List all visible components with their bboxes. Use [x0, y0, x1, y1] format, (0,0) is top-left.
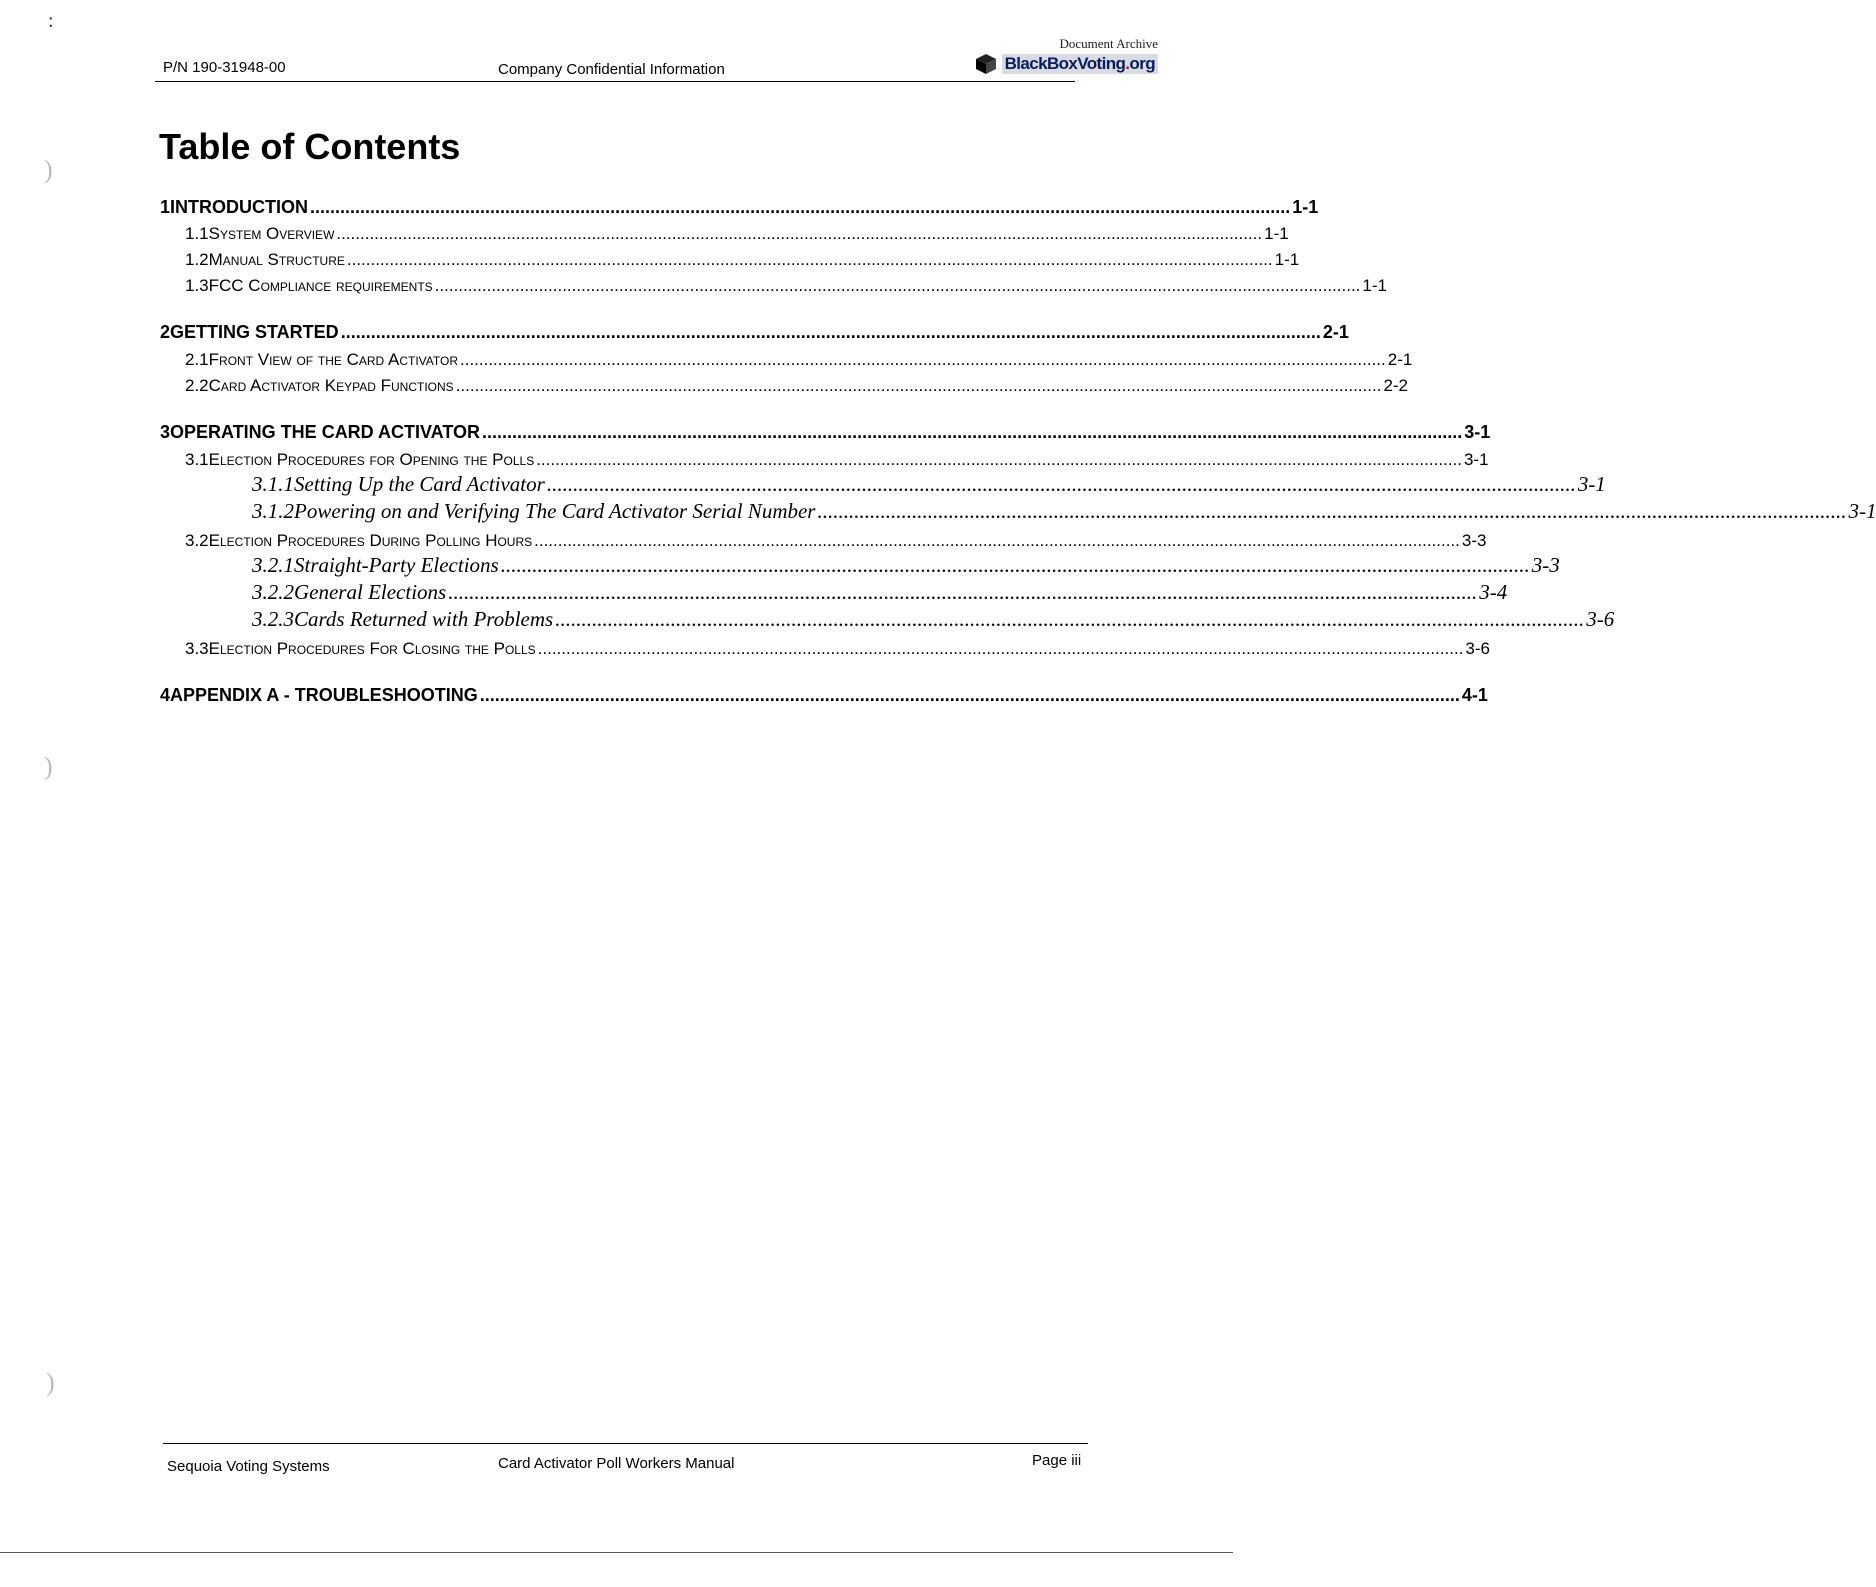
footer-page-number: Page iii: [1032, 1452, 1082, 1469]
page-title: Table of Contents: [159, 126, 461, 167]
footer-rule: [163, 1443, 1088, 1444]
toc-entry[interactable]: 3.2.2 General Elections .................................................................................................................................................................................................... 3-4: [252, 580, 1508, 604]
toc-entry[interactable]: 3.1.2 Powering on and Verifying The Card Activator Serial Number .................................................................................................................................................................................................... 3-1: [252, 499, 1876, 523]
toc-entry[interactable]: 3.3 Election Procedures For Closing the Polls .................................................................................................................................................................................................... 3-6: [185, 639, 1490, 658]
archive-label: Document Archive: [1059, 36, 1158, 51]
toc-entry[interactable]: 1.1 System Overview .................................................................................................................................................................................................... 1-1: [185, 224, 1289, 243]
toc-entry[interactable]: 1 INTRODUCTION .................................................................................................................................................................................................... 1-1: [160, 197, 1319, 217]
header-rule: [155, 81, 1075, 82]
toc-entry[interactable]: 2.1 Front View of the Card Activator .................................................................................................................................................................................................... 2-1: [185, 350, 1413, 369]
footer-company: Sequoia Voting Systems: [167, 1458, 330, 1475]
toc-entry[interactable]: 4 APPENDIX A - TROUBLESHOOTING .................................................................................................................................................................................................... 4-1: [160, 685, 1488, 705]
toc-entry[interactable]: 3.2 Election Procedures During Polling Hours .................................................................................................................................................................................................... 3-3: [185, 531, 1487, 550]
part-number: P/N 190-31948-00: [163, 59, 286, 76]
scan-mark: ): [44, 752, 53, 781]
toc-entry[interactable]: 1.2 Manual Structure .................................................................................................................................................................................................... 1-1: [185, 250, 1300, 269]
toc-entry[interactable]: 3.2.3 Cards Returned with Problems .................................................................................................................................................................................................... 3-6: [252, 607, 1615, 631]
scan-mark: :: [48, 10, 54, 32]
toc-entry[interactable]: 3.1.1 Setting Up the Card Activator .................................................................................................................................................................................................... 3-1: [252, 472, 1606, 496]
toc-entry[interactable]: 2.2 Card Activator Keypad Functions .................................................................................................................................................................................................... 2-2: [185, 376, 1409, 395]
archive-watermark: [995, 36, 1158, 75]
footer-manual-title: Card Activator Poll Workers Manual: [498, 1455, 735, 1472]
scan-mark: ): [46, 1368, 55, 1397]
toc-entry[interactable]: 2 GETTING STARTED .................................................................................................................................................................................................... 2-1: [160, 322, 1349, 342]
scan-mark: ): [44, 155, 53, 184]
confidential-notice: Company Confidential Information: [498, 61, 725, 78]
scan-edge-line: [0, 1552, 1233, 1553]
toc-entry[interactable]: 1.3 FCC Compliance requirements .................................................................................................................................................................................................... 1-1: [185, 276, 1387, 295]
black-box-icon: [974, 53, 998, 75]
toc-entry[interactable]: 3.2.1 Straight-Party Elections .................................................................................................................................................................................................... 3-3: [252, 553, 1560, 577]
toc-entry[interactable]: 3 OPERATING THE CARD ACTIVATOR .................................................................................................................................................................................................... 3-1: [160, 422, 1491, 442]
toc-entry[interactable]: 3.1 Election Procedures for Opening the Polls .................................................................................................................................................................................................... 3-1: [185, 450, 1489, 469]
archive-brand: BlackBoxVoting.org: [1002, 54, 1158, 74]
